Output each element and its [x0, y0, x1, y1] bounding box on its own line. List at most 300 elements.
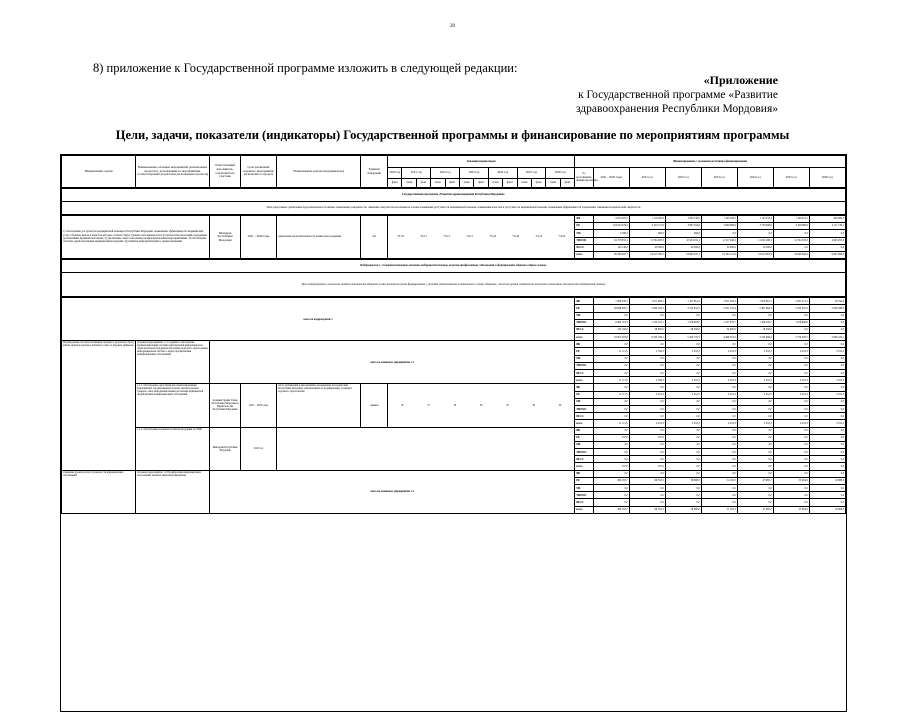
funding-value: 0,0 — [773, 355, 809, 362]
funding-value: 0,0 — [593, 427, 629, 434]
funding-value: 0,0 — [809, 470, 845, 477]
indicator-value: 30 — [558, 403, 562, 407]
funding-value: 2 252,3 — [629, 420, 665, 427]
funding-source: ФССС — [575, 499, 594, 506]
funding-source: РБ — [575, 434, 594, 441]
header-table — [61, 155, 846, 188]
indicator-value: 73,17 — [443, 234, 451, 239]
funding-value: 5 944 195,3 — [629, 305, 665, 312]
funding-value: 0,0 — [593, 362, 629, 369]
funding-source: ФССС — [575, 456, 594, 463]
indicator-value: 30 — [453, 403, 457, 407]
funding-value: 0,0 — [629, 341, 665, 348]
funding-value: 0,0 — [737, 230, 773, 237]
funding-source: всего — [575, 420, 594, 427]
funding-value: 0,0 — [773, 362, 809, 369]
funding-value: 0,0 — [701, 449, 737, 456]
funding-value: 0,0 — [809, 319, 845, 326]
funding-value: 0,0 — [773, 463, 809, 470]
funding-source: ФБ — [575, 427, 594, 434]
program-band: Государственная программа «Развитие здравоохранения Республики Мордовия» — [62, 189, 846, 202]
funding-groups-table — [61, 297, 846, 514]
funding-source: ФБ — [575, 216, 594, 223]
funding-value: 0,0 — [665, 384, 701, 391]
event2-name: Основное мероприятие 1.2 Профилактика инфекционных заболеваний, включая иммунопрофилактику — [136, 470, 210, 513]
funding-value: 51 163,3 — [701, 506, 737, 513]
funding-value: 47 985,7 — [737, 506, 773, 513]
fact-2022: факт — [445, 179, 459, 188]
funding-value: 2 252,3 — [737, 377, 773, 384]
funding-value: 0,0 — [593, 456, 629, 463]
funding-value: 1 239 983,0 — [665, 319, 701, 326]
funding-value: 0,0 — [593, 405, 629, 412]
funding-value: 0,0 — [701, 470, 737, 477]
funding-value: 0,0 — [629, 398, 665, 405]
funding-col-2025: 2025 год — [773, 168, 809, 188]
funding-value: 0,0 — [665, 441, 701, 448]
funding-value: 11 111,5 — [593, 420, 629, 427]
funding-source: ТФОМС — [575, 362, 594, 369]
funding-value: 0,0 — [629, 499, 665, 506]
funding-value: 980 980,3 — [809, 216, 845, 223]
funding-value: 2 252,3 — [773, 377, 809, 384]
funding-value: 0,0 — [737, 463, 773, 470]
indicator-value: 73,17 — [420, 234, 428, 239]
funding-value: 0,0 — [809, 230, 845, 237]
funding-value: 2 252,3 — [665, 391, 701, 398]
funding-value: 0,0 — [701, 427, 737, 434]
funding-source: РБ — [575, 348, 594, 355]
funding-value: 66 763,3 — [629, 477, 665, 484]
funding-value: 0,0 — [629, 441, 665, 448]
funding-value: 0,0 — [629, 485, 665, 492]
indicator-value: 30 — [532, 403, 536, 407]
document-heading: Цели, задачи, показатели (индикаторы) Государственной программы и финансирование по мероприятиям программы — [115, 128, 790, 142]
funding-value: 0,0 — [665, 398, 701, 405]
funding-value: 0,0 — [665, 449, 701, 456]
funding-value: 3 987 454,0 — [665, 223, 701, 230]
funding-value: 0,0 — [809, 456, 845, 463]
event11-executor: Администрация Главы Республики Мордовия и Правительства Республики Мордовия — [210, 384, 241, 427]
funding-source: всего — [575, 334, 594, 341]
funding-value: 0,0 — [809, 362, 845, 369]
funding-value: 260 183,7 — [593, 477, 629, 484]
funding-value: 0,0 — [773, 441, 809, 448]
funding-source: ФБ — [575, 341, 594, 348]
funding-value: 0,0 — [629, 492, 665, 499]
goal-band: Цель программы: увеличение продолжительности жизни, повышение рождаемости, снижение смертности населения на основе повышения доступности медицинской помощи, повышения качества и доступности медицинской помощи, повышения эффективности управления, снижения младенческой смертности — [62, 202, 846, 215]
indicator-value: 37 — [427, 403, 430, 407]
funding-value: 0,0 — [737, 434, 773, 441]
funding-value: 0,0 — [809, 441, 845, 448]
funding-value: 11 111,5 — [593, 377, 629, 384]
funding-value: 32 000,0 — [701, 244, 737, 251]
funding-value: 0,0 — [809, 434, 845, 441]
event12-name: 1.1.2. Обеспечение изданием печатной продукции по ЗОЖ — [136, 427, 210, 470]
funding-value: 145 100,0 — [593, 326, 629, 333]
funding-value: 4 605 655,3 — [809, 237, 845, 244]
appendix-title: «Приложение — [703, 73, 778, 87]
funding-value: 2 252,3 — [665, 420, 701, 427]
funding-col-total: 2021 - 2026 годы — [593, 168, 629, 188]
funding-value: 2 252,3 — [773, 420, 809, 427]
event11-values — [388, 384, 575, 427]
total-sub1-row — [62, 298, 846, 305]
event-1-2-row — [62, 427, 846, 434]
fact-2026: факт — [560, 179, 574, 188]
funding-value: 11 111,5 — [593, 348, 629, 355]
funding-value: 0,0 — [701, 355, 737, 362]
program-band-table — [61, 188, 846, 215]
funding-value: 2 461 994,3 — [737, 305, 773, 312]
fact-2024: факт — [503, 179, 517, 188]
funding-value: 0,0 — [737, 355, 773, 362]
funding-value: 0,0 — [809, 384, 845, 391]
col-executor: Ответственный исполнитель, соисполнитель, участник — [210, 156, 241, 188]
funding-value: 0,0 — [629, 470, 665, 477]
funding-value: 1 951 285,4 — [701, 298, 737, 305]
event-1-row — [62, 341, 846, 348]
funding-value: 0,0 — [701, 499, 737, 506]
funding-value: 19 888,3 — [809, 506, 845, 513]
funding-value: 0,0 — [809, 485, 845, 492]
funding-value: 1 083 742,0 — [665, 216, 701, 223]
funding-value: 0,0 — [809, 499, 845, 506]
event1-task: Формирование системы мотивации граждан к здоровому образу жизни, включая здоровое питание и отказ от вредных привычек — [62, 341, 136, 470]
funding-value: 12 704 933,3 — [773, 237, 809, 244]
funding-value: 2 001 221,3 — [773, 298, 809, 305]
funding-value: 2 252,3 — [701, 348, 737, 355]
funding-source: всего — [575, 463, 594, 470]
funding-value: 0,0 — [773, 492, 809, 499]
funding-source: ФБ — [575, 298, 594, 305]
funding-value: 1 237 976,7 — [701, 319, 737, 326]
funding-value: 537,0 — [593, 463, 629, 470]
section1-indicator-values — [388, 216, 575, 259]
event11-name: 1.1.1. Обеспечение средствами массовой информации мероприятий, организованных в целях оценки здоровья граждан, охват информационными системами медицинской профилактики неинфекционных заболеваний — [136, 384, 210, 427]
funding-value: 600,0 — [629, 230, 665, 237]
plan-2025: план — [517, 179, 531, 188]
funding-value: 10 954 911,1 — [665, 237, 701, 244]
section1-task: 1) обеспечение доступности медицинской помощи в Республике Мордовия, повышение эффективности медицинских услуг, объемов, видов и качества которых соответствуют уровню заболеваемости и потребностям населения, передовым достижениям медицинской науки; 2) увеличение охвата населения профилактическими мероприятиями; 3) обеспечение системы здравоохранения медицинскими кадрами; 4) развитие информатизации в здравоохранении — [62, 216, 210, 259]
funding-source: ТФОМС — [575, 449, 594, 456]
funding-value: 0,0 — [629, 413, 665, 420]
plan-2026: план — [546, 179, 560, 188]
appendix-line-1: к Государственной программе «Развитие — [578, 89, 778, 101]
funding-value: 2 799,3 — [629, 377, 665, 384]
funding-value: 6 653 281,5 — [593, 216, 629, 223]
funding-value: 0,0 — [629, 456, 665, 463]
funding-value: 0,0 — [773, 405, 809, 412]
appendix-line-2: здравоохранения Республики Мордовия» — [575, 103, 778, 115]
funding-value: 0,0 — [701, 441, 737, 448]
indicator-value: 73,35 — [397, 234, 405, 239]
funding-value: 260 183,7 — [593, 506, 629, 513]
funding-value: 2 252,3 — [773, 391, 809, 398]
funding-value: 0,0 — [701, 312, 737, 319]
funding-value: 4 111 739,1 — [809, 223, 845, 230]
funding-value: 62 378 952,1 — [593, 237, 629, 244]
funding-value: 0,0 — [629, 384, 665, 391]
funding-value: 0,0 — [737, 499, 773, 506]
funding-value: 0,0 — [809, 492, 845, 499]
funding-value: 0,0 — [665, 463, 701, 470]
funding-value: 0,0 — [701, 384, 737, 391]
funding-value: 4 134 517,0 — [629, 223, 665, 230]
funding-value: 0,0 — [665, 485, 701, 492]
funding-value: 0,0 — [665, 434, 701, 441]
funding-value: 0,0 — [665, 341, 701, 348]
col-unit: Единица измерения — [361, 156, 388, 188]
funding-value: 0,0 — [701, 434, 737, 441]
event12-term: 2021 год — [240, 427, 276, 470]
funding-value: 2 252,3 — [665, 377, 701, 384]
funding-value: 104 810 079,5 — [593, 223, 629, 230]
funding-source: ФССС — [575, 326, 594, 333]
funding-value: 2 252,3 — [629, 391, 665, 398]
event-2-row — [62, 470, 846, 477]
funding-source: РБ — [575, 477, 594, 484]
funding-value: 0,0 — [593, 485, 629, 492]
funding-value: 0,0 — [809, 427, 845, 434]
funding-value: 0,0 — [629, 405, 665, 412]
funding-value: 0,0 — [701, 405, 737, 412]
event11-term: 2021 – 2023 годы — [240, 384, 276, 427]
plan-2023: план — [460, 179, 474, 188]
col-indicator: Наименование показателя (индикатора) — [276, 156, 360, 188]
funding-value: 145 140,0 — [593, 244, 629, 251]
funding-value: 2 799,3 — [629, 348, 665, 355]
funding-value: 66 763,3 — [629, 506, 665, 513]
funding-value: 0,0 — [593, 492, 629, 499]
funding-value: 0,0 — [809, 326, 845, 333]
funding-value: 0,0 — [773, 370, 809, 377]
col-event: Наименование основных мероприятий, региональных проектов (с детализацией по мероприятиям, соответствующих результатам региональных проектов) — [136, 156, 210, 188]
funding-value: 0,0 — [809, 355, 845, 362]
funding-value: 0,0 — [737, 456, 773, 463]
funding-value: 0,0 — [773, 470, 809, 477]
funding-value: 0,0 — [809, 398, 845, 405]
funding-value: 9 697 690,0 — [809, 251, 845, 258]
funding-value: 47 985,7 — [737, 477, 773, 484]
section1-unit: лет — [361, 216, 388, 259]
funding-value: 0,0 — [701, 362, 737, 369]
funding-col-2023: 2023 год — [701, 168, 737, 188]
funding-value: 0,0 — [665, 470, 701, 477]
funding-value: 0,0 — [737, 312, 773, 319]
funding-value: 2 252 097,6 — [773, 305, 809, 312]
funding-value: 0,0 — [773, 341, 809, 348]
funding-value: 0,0 — [809, 405, 845, 412]
funding-value: 0,0 — [737, 449, 773, 456]
indicator-value: 30 — [400, 403, 404, 407]
funding-value: 2 252,3 — [701, 377, 737, 384]
event1-name: Основное мероприятие 1.1 Создание и обеспечение функционирования системы действующей информационно-образовательной поддержки населения здорового образа жизни, информационная система о мерах профилактики неинфекционных заболеваний — [136, 341, 210, 384]
funding-value: 0,0 — [773, 456, 809, 463]
funding-value: 6 894 719,3 — [593, 319, 629, 326]
funding-value: 0,0 — [773, 312, 809, 319]
funding-value: 35 904,9 — [773, 477, 809, 484]
indicator-value: 74,52 — [558, 234, 566, 239]
event-1-1-row — [62, 384, 846, 391]
funding-value: 1 160 459,1 — [737, 319, 773, 326]
funding-value: 0,0 — [593, 341, 629, 348]
funding-value: 537,0 — [629, 463, 665, 470]
funding-value: 1 169 188,1 — [701, 216, 737, 223]
funding-value: 2 252,3 — [809, 348, 845, 355]
funding-value: 36 898,0 — [665, 477, 701, 484]
funding-value: 1 116 920,6 — [629, 216, 665, 223]
subprogram-band: Подпрограмма 1 «Совершенствование оказания медицинской помощи, включая профилактику заболеваний и формирование здорового образа жизни» — [62, 260, 846, 273]
plan-2022: план — [431, 179, 445, 188]
funding-value: 2 252,3 — [701, 420, 737, 427]
section1-indicator: ожидаемая продолжительность жизни при рождении — [277, 216, 361, 259]
funding-value: 0,0 — [737, 427, 773, 434]
fact-2021: факт — [416, 179, 430, 188]
col-term: Срок реализации основного мероприятия, регионального проекта — [240, 156, 276, 188]
indicator-value: 73,17 — [466, 234, 474, 239]
funding-value: 0,0 — [701, 341, 737, 348]
funding-value: 0,0 — [665, 427, 701, 434]
funding-value: 2 938 449,3 — [809, 305, 845, 312]
funding-value: 8 343 106,1 — [629, 334, 665, 341]
funding-value: 2 252,3 — [701, 391, 737, 398]
funding-value: 0,0 — [809, 370, 845, 377]
funding-value: 0,0 — [701, 456, 737, 463]
funding-value: 16 500,0 — [737, 244, 773, 251]
funding-source: всего — [575, 506, 594, 513]
funding-value: 0,0 — [701, 230, 737, 237]
event11-indicator: число публикаций и мероприятий, проведенных на территории Республики Мордовия, направленных на формирование у граждан здорового образа жизни — [276, 384, 360, 427]
funding-source: РБ — [575, 391, 594, 398]
funding-source: РБ — [575, 223, 594, 230]
funding-value: 19 415 769,7 — [629, 251, 665, 258]
funding-value: 7 068 438,1 — [593, 298, 629, 305]
funding-value: 0,0 — [773, 326, 809, 333]
funding-col-2026: 2026 год — [809, 168, 845, 188]
funding-value: 28 794,4 — [809, 298, 845, 305]
fact-2023: факт — [474, 179, 488, 188]
funding-source: МБ — [575, 485, 594, 492]
funding-source: ФБ — [575, 384, 594, 391]
year-2025: 2025 год — [517, 168, 546, 179]
fact-2020: факт — [388, 179, 402, 188]
funding-value: 0,0 — [593, 413, 629, 420]
funding-value: 2 252,3 — [737, 348, 773, 355]
funding-value: 0,0 — [593, 499, 629, 506]
funding-source: МБ — [575, 230, 594, 237]
funding-value: 0,0 — [701, 413, 737, 420]
funding-value: 0,0 — [737, 398, 773, 405]
funding-source: ТФОМС — [575, 319, 594, 326]
indicator-value: 73,43 — [512, 234, 520, 239]
funding-value: 48 300,0 — [665, 244, 701, 251]
funding-value: 32 000,0 — [701, 326, 737, 333]
funding-value: 0,0 — [809, 449, 845, 456]
funding-source: РБ — [575, 305, 594, 312]
event1-total-label: всего по основному мероприятию 1.1 — [210, 341, 575, 384]
funding-value: 0,0 — [809, 341, 845, 348]
funding-value: 0,0 — [773, 384, 809, 391]
funding-value: 0,0 — [701, 370, 737, 377]
funding-source: ФССС — [575, 244, 594, 251]
funding-value: 4 499 353,3 — [701, 334, 737, 341]
funding-value: 0,0 — [773, 499, 809, 506]
funding-value: 0,0 — [737, 413, 773, 420]
funding-value: 0,0 — [629, 362, 665, 369]
funding-value: 0,0 — [629, 449, 665, 456]
funding-source: ТФОМС — [575, 405, 594, 412]
funding-value: 3 750 329,7 — [773, 334, 809, 341]
event12-empty — [276, 427, 574, 470]
funding-source-header: по источникам финансирования — [575, 168, 594, 188]
plan-2021: план — [402, 179, 416, 188]
funding-source: ФССС — [575, 413, 594, 420]
funding-source: МБ — [575, 441, 594, 448]
year-2026: 2026 год — [546, 168, 575, 179]
funding-source: ФБ — [575, 470, 594, 477]
program-table — [60, 154, 847, 712]
funding-value: 2 252,3 — [737, 391, 773, 398]
funding-value: 0,0 — [773, 413, 809, 420]
page-number: 20 — [450, 24, 455, 29]
funding-value: 2 252,3 — [809, 420, 845, 427]
indicator-value: 30 — [479, 403, 483, 407]
funding-source: всего — [575, 251, 594, 258]
funding-value: 0,0 — [701, 492, 737, 499]
funding-value: 0,0 — [665, 370, 701, 377]
funding-col-2024: 2024 год — [737, 168, 773, 188]
funding-value: 1 953 891,1 — [737, 298, 773, 305]
funding-source: ФССС — [575, 370, 594, 377]
funding-value: 0,0 — [665, 492, 701, 499]
funding-value: 0,0 — [809, 463, 845, 470]
event2-task: Снижение уровня распространенности инфекционных заболеваний — [62, 470, 136, 513]
funding-value: 19 194 151,6 — [701, 251, 737, 258]
year-2021: 2021 год — [402, 168, 431, 179]
funding-value: 537,0 — [629, 434, 665, 441]
funding-source: МБ — [575, 355, 594, 362]
funding-col-2022: 2022 год — [665, 168, 701, 188]
section1-term: 2021 – 2026 годы — [241, 216, 277, 259]
funding-value: 0,0 — [665, 405, 701, 412]
funding-value: 2 252,3 — [809, 391, 845, 398]
funding-source: МБ — [575, 398, 594, 405]
funding-value: 36 898,0 — [665, 506, 701, 513]
funding-value: 1 911 669,2 — [629, 298, 665, 305]
funding-value: 2 280,3 — [593, 230, 629, 237]
funding-value: 3 214 032,5 — [665, 305, 701, 312]
section1-executor: Минздрав Республики Мордовия — [210, 216, 241, 259]
funding-value: 0,0 — [665, 456, 701, 463]
funding-value: 1 160 912,1 — [773, 216, 809, 223]
funding-value: 1 123 197,1 — [629, 319, 665, 326]
indicator-value: 73,24 — [489, 234, 497, 239]
funding-value: 0,0 — [773, 449, 809, 456]
funding-value: 0,0 — [809, 312, 845, 319]
funding-value: 0,0 — [665, 312, 701, 319]
event11-unit: единиц — [361, 384, 388, 427]
funding-value: 19 915 961,9 — [737, 251, 773, 258]
funding-value: 0,0 — [737, 485, 773, 492]
funding-value: 3 738 408,0 — [737, 223, 773, 230]
funding-value: 0,0 — [773, 230, 809, 237]
funding-value: 0,0 — [773, 485, 809, 492]
funding-value: 0,0 — [701, 485, 737, 492]
col-task: Наименование задачи — [62, 156, 136, 188]
indicator-values-header: Значения индикаторов — [388, 156, 575, 168]
year-2020: 2020 год — [388, 168, 402, 179]
